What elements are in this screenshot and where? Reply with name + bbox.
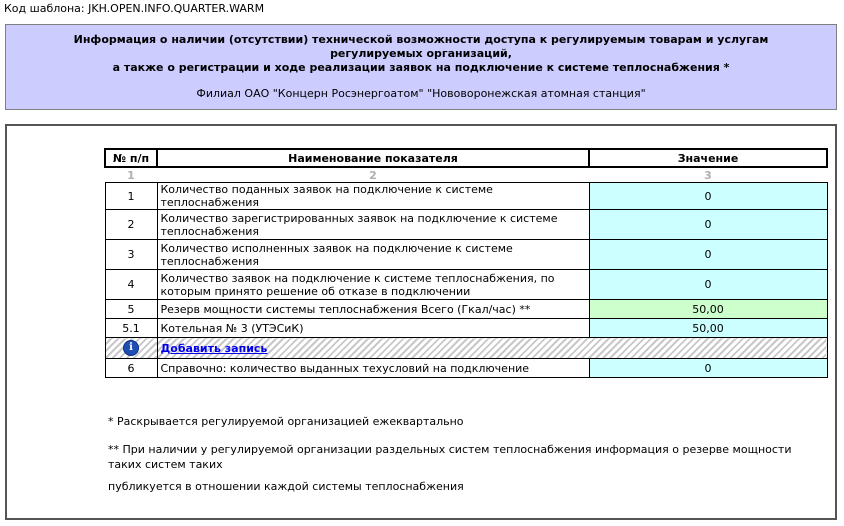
- column-number: 3: [704, 168, 712, 182]
- row-value-cell[interactable]: 0: [589, 183, 827, 210]
- row-number: 5.1: [105, 319, 157, 338]
- footnote-1: * Раскрывается регулируемой организацией ежеквартально: [108, 415, 464, 428]
- branch-name: Филиал ОАО "Концерн Росэнергоатом" "Нововоронежская атомная станция": [196, 87, 646, 100]
- info-cell: [105, 338, 157, 359]
- row-name: Количество заявок на подключение к системе теплоснабжения, по которым принято решение об отказе в подключении: [157, 270, 589, 300]
- row-name: Резерв мощности системы теплоснабжения Всего (Гкал/час) **: [157, 300, 589, 319]
- row-value-cell[interactable]: 0: [589, 210, 827, 240]
- report-title-line2: а также о регистрации и ходе реализации заявок на подключение к системе теплоснабжения *: [112, 61, 730, 74]
- report-title-line1: Информация о наличии (отсутствии) технической возможности доступа к регулируемым товарам и услугам регулируемых организаций,: [73, 33, 769, 60]
- row-number: 4: [105, 270, 157, 300]
- report-title: [6, 33, 836, 75]
- row-number: 1: [105, 183, 157, 210]
- info-icon[interactable]: i: [123, 340, 139, 356]
- row-name: Количество поданных заявок на подключение к системе теплоснабжения: [157, 183, 589, 210]
- table-row: [105, 359, 827, 378]
- row-name: Котельная № 3 (УТЭСиК): [157, 319, 589, 338]
- add-record-row: [105, 338, 827, 359]
- row-value-cell[interactable]: 50,00: [589, 319, 827, 338]
- table-row: [105, 270, 827, 300]
- footnote-2: ** При наличии у регулируемой организации раздельных систем теплоснабжения информация о резерве мощности таких систем таких: [108, 443, 792, 471]
- report-header: [5, 24, 837, 110]
- row-value-cell[interactable]: 0: [589, 270, 827, 300]
- indicators-table: [104, 148, 828, 378]
- add-record-link[interactable]: Добавить запись: [160, 341, 268, 355]
- column-number: 2: [369, 168, 377, 182]
- row-value-total: 50,00: [589, 300, 827, 319]
- column-number: 1: [127, 168, 135, 182]
- table-header-row: [105, 149, 827, 167]
- row-name: Количество зарегистрированных заявок на подключение к системе теплоснабжения: [157, 210, 589, 240]
- footnote-3: публикуется в отношении каждой системы теплоснабжения: [108, 480, 464, 493]
- column-header-value: Значение: [589, 149, 827, 167]
- template-code: Код шаблона: JKH.OPEN.INFO.QUARTER.WARM: [4, 2, 265, 15]
- row-name: Количество исполненных заявок на подключение к системе теплоснабжения: [157, 240, 589, 270]
- column-header-number: № п/п: [105, 149, 157, 167]
- row-number: 6: [105, 359, 157, 378]
- table-row-total-reserve: [105, 300, 827, 319]
- row-number: 5: [105, 300, 157, 319]
- row-value-cell[interactable]: 0: [589, 359, 827, 378]
- column-header-name: Наименование показателя: [157, 149, 589, 167]
- row-name: Справочно: количество выданных техусловий на подключение: [157, 359, 589, 378]
- row-value-cell[interactable]: 0: [589, 240, 827, 270]
- add-record-cell: [157, 338, 827, 359]
- row-number: 3: [105, 240, 157, 270]
- row-number: 2: [105, 210, 157, 240]
- column-numbers-row: [105, 167, 827, 183]
- table-row: [105, 240, 827, 270]
- table-row-subitem: [105, 319, 827, 338]
- table-row: [105, 183, 827, 210]
- table-row: [105, 210, 827, 240]
